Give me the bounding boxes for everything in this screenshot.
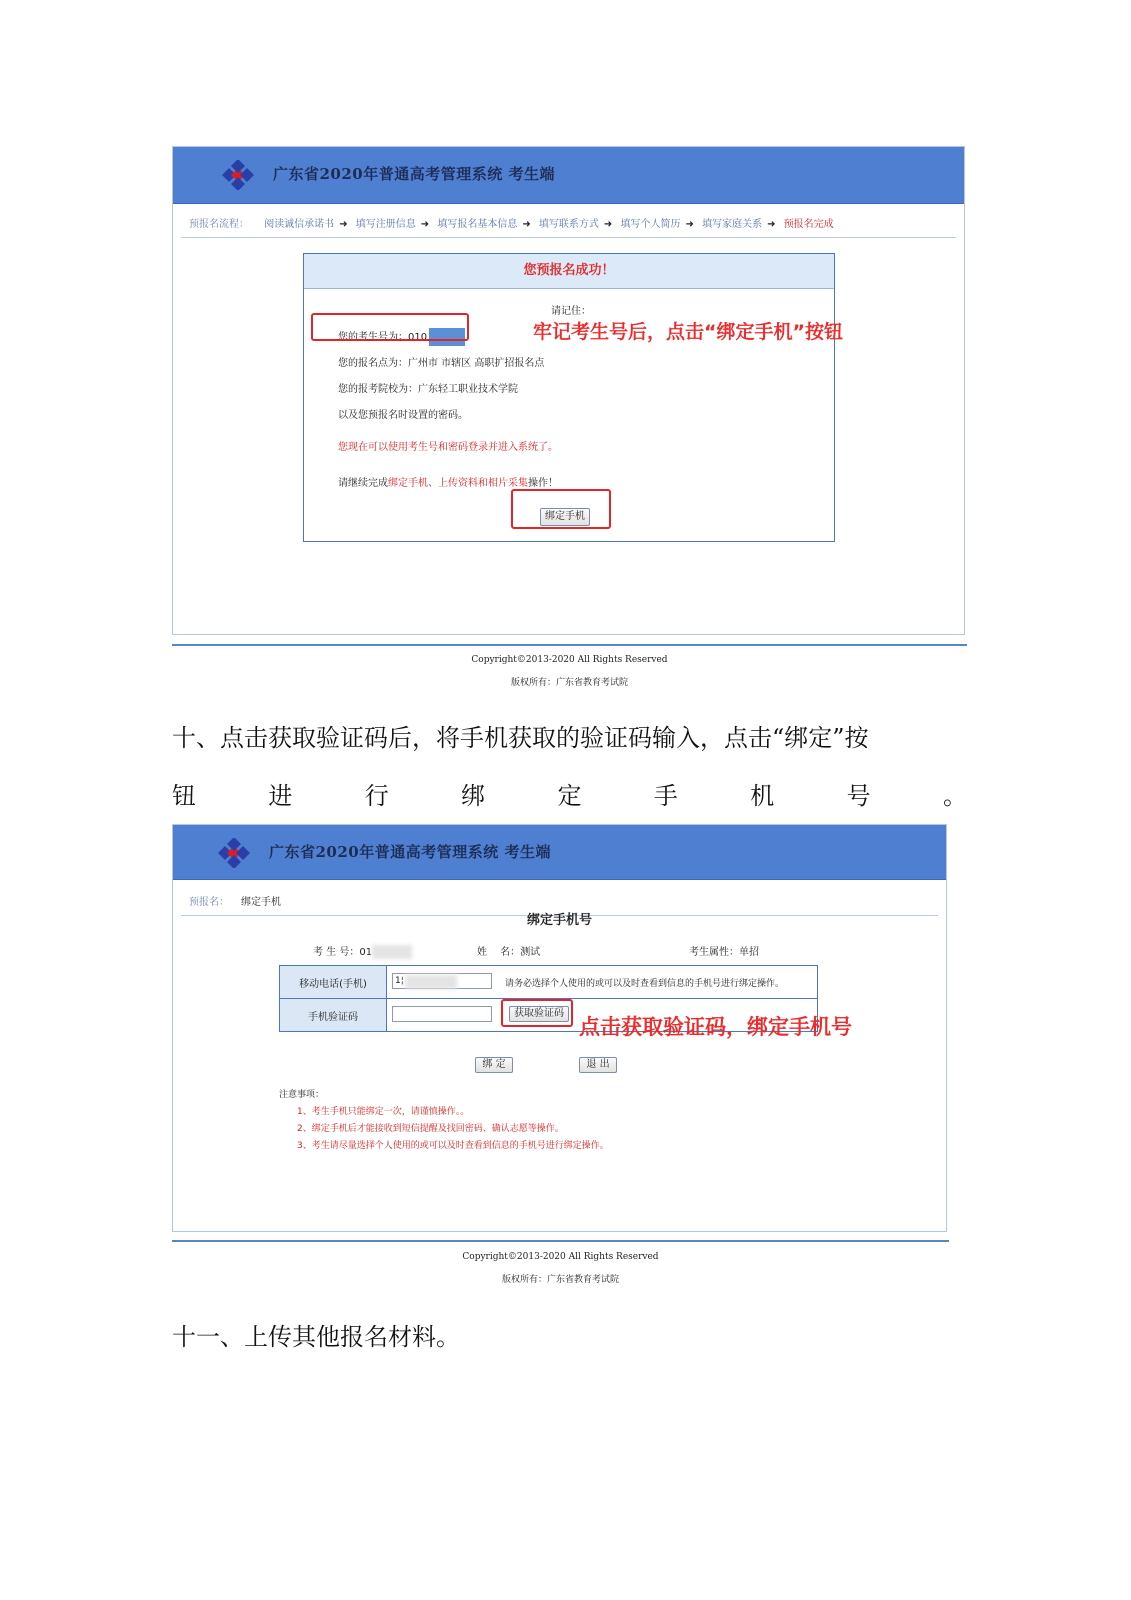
breadcrumb-current: 绑定手机: [241, 897, 281, 908]
steps-label: 预报名流程：: [189, 219, 249, 230]
footer-divider: [172, 644, 967, 646]
login-note: 您现在可以使用考生号和密码登录并进入系统了。: [338, 442, 558, 453]
remember-label: 请记住：: [551, 306, 591, 317]
form-title: 绑定手机号: [526, 913, 592, 928]
system-banner: [173, 825, 946, 880]
highlight-exam-number: [311, 313, 469, 341]
phone-blur: [405, 975, 457, 989]
highlight-get-code: [501, 999, 573, 1027]
bind-phone-button[interactable]: 绑定手机: [540, 508, 590, 526]
para-char: 号: [846, 782, 871, 810]
paragraph-10-line2: [172, 776, 967, 811]
exam-number-label: 考 生 号：: [313, 947, 360, 958]
continue-prefix: 请继续完成: [338, 478, 388, 489]
continue-line: [338, 474, 558, 489]
note-item: 3、考生请尽量选择个人使用的或可以及时查看到信息的手机号进行绑定操作。: [297, 1141, 609, 1151]
exam-number-label: 您的考生号为：010: [338, 332, 428, 343]
step-item: 填写注册信息: [355, 219, 416, 230]
get-code-button[interactable]: 获取验证码: [509, 1006, 569, 1022]
code-label: 手机验证码: [280, 999, 387, 1032]
success-title: 您预报名成功！: [304, 254, 834, 289]
arrow-right-icon: ➜: [685, 219, 694, 230]
phone-cell: [387, 966, 818, 999]
step-item: 填写联系方式: [538, 219, 599, 230]
system-banner: [173, 147, 964, 204]
continue-suffix: 操作！: [528, 478, 558, 489]
note-item: 1、考生手机只能绑定一次，请谨慎操作。。: [297, 1107, 470, 1117]
arrow-right-icon: ➜: [767, 219, 776, 230]
para-char: 手: [653, 782, 678, 810]
code-input[interactable]: [392, 1006, 492, 1022]
bind-phone-screenshot: [172, 824, 947, 1232]
prereg-success-screenshot: [172, 146, 965, 635]
para-char: 钮: [172, 782, 196, 810]
attr-info: [689, 943, 759, 958]
para-char: 行: [364, 782, 389, 810]
para-char: 机: [750, 782, 775, 810]
para-char: 定: [557, 782, 582, 810]
step-item: 填写报名基本信息: [437, 219, 518, 230]
arrow-right-icon: ➜: [603, 219, 613, 230]
name-value: 测试: [520, 947, 541, 958]
breadcrumb-label: 预报名：: [189, 897, 229, 908]
paragraph-10-line1: 十、点击获取验证码后，将手机获取的验证码输入，点击“绑定”按: [172, 724, 869, 752]
para-char: 绑: [461, 782, 486, 810]
attr-label: 考生属性：: [689, 947, 739, 958]
para-char: 。: [943, 782, 967, 810]
exam-number-info: [313, 943, 412, 959]
prereg-steps: [181, 213, 956, 238]
name-label: 姓 名：: [477, 947, 521, 958]
footer-divider: [172, 1240, 949, 1242]
phone-label: 移动电话(手机): [280, 966, 387, 999]
phone-hint: 请务必选择个人使用的或可以及时查看到信息的手机号进行绑定操作。: [505, 979, 785, 989]
banner-title: 广东省2020年普通高考管理系统 考生端: [269, 843, 551, 861]
diamond-logo-icon: [213, 838, 255, 868]
password-line: 以及您预报名时设置的密码。: [338, 410, 468, 421]
diamond-logo-icon: [217, 160, 259, 190]
attr-value: 单招: [739, 947, 759, 958]
school-line: 您的报考院校为：广东轻工职业技术学院: [338, 384, 518, 395]
exit-button[interactable]: 退 出: [579, 1057, 617, 1073]
step-item: 填写家庭关系: [702, 219, 763, 230]
banner-title: 广东省2020年普通高考管理系统 考生端: [273, 165, 555, 183]
step-current: 预报名完成: [783, 219, 834, 230]
bind-button[interactable]: 绑 定: [475, 1057, 513, 1073]
notes-title: 注意事项：: [279, 1090, 325, 1100]
annotation-text: 点击获取验证码，绑定手机号: [579, 1015, 852, 1039]
exam-number-value: 01: [359, 947, 373, 958]
phone-input[interactable]: 1¦: [392, 973, 492, 989]
paragraph-11: 十一、上传其他报名材料。: [172, 1323, 460, 1351]
phone-row: [280, 966, 818, 999]
copyright-line: Copyright©2013-2020 All Rights Reserved: [462, 1252, 659, 1262]
copyright-owner: 版权所有：广东省教育考试院: [510, 678, 628, 688]
note-item: 2、绑定手机后才能接收到短信提醒及找回密码、确认志愿等操作。: [297, 1124, 564, 1134]
arrow-right-icon: ➜: [420, 219, 430, 230]
annotation-text: 牢记考生号后，点击“绑定手机”按钮: [533, 321, 843, 343]
copyright-line: Copyright©2013-2020 All Rights Reserved: [471, 655, 668, 665]
exam-number-blur: [372, 945, 412, 959]
continue-links[interactable]: 绑定手机、上传资料和相片采集: [388, 478, 528, 489]
site-line: 您的报名点为：广州市 市辖区 高职扩招报名点: [338, 358, 545, 369]
step-item: 填写个人简历: [620, 219, 681, 230]
arrow-right-icon: ➜: [339, 219, 348, 230]
notes-section: [279, 1087, 609, 1151]
para-char: 进: [268, 782, 293, 810]
arrow-right-icon: ➜: [522, 219, 531, 230]
name-info: [477, 943, 540, 958]
highlight-bind-button: [511, 489, 611, 529]
copyright-owner: 版权所有：广东省教育考试院: [501, 1275, 619, 1285]
step-item: 阅读诚信承诺书: [264, 219, 335, 230]
